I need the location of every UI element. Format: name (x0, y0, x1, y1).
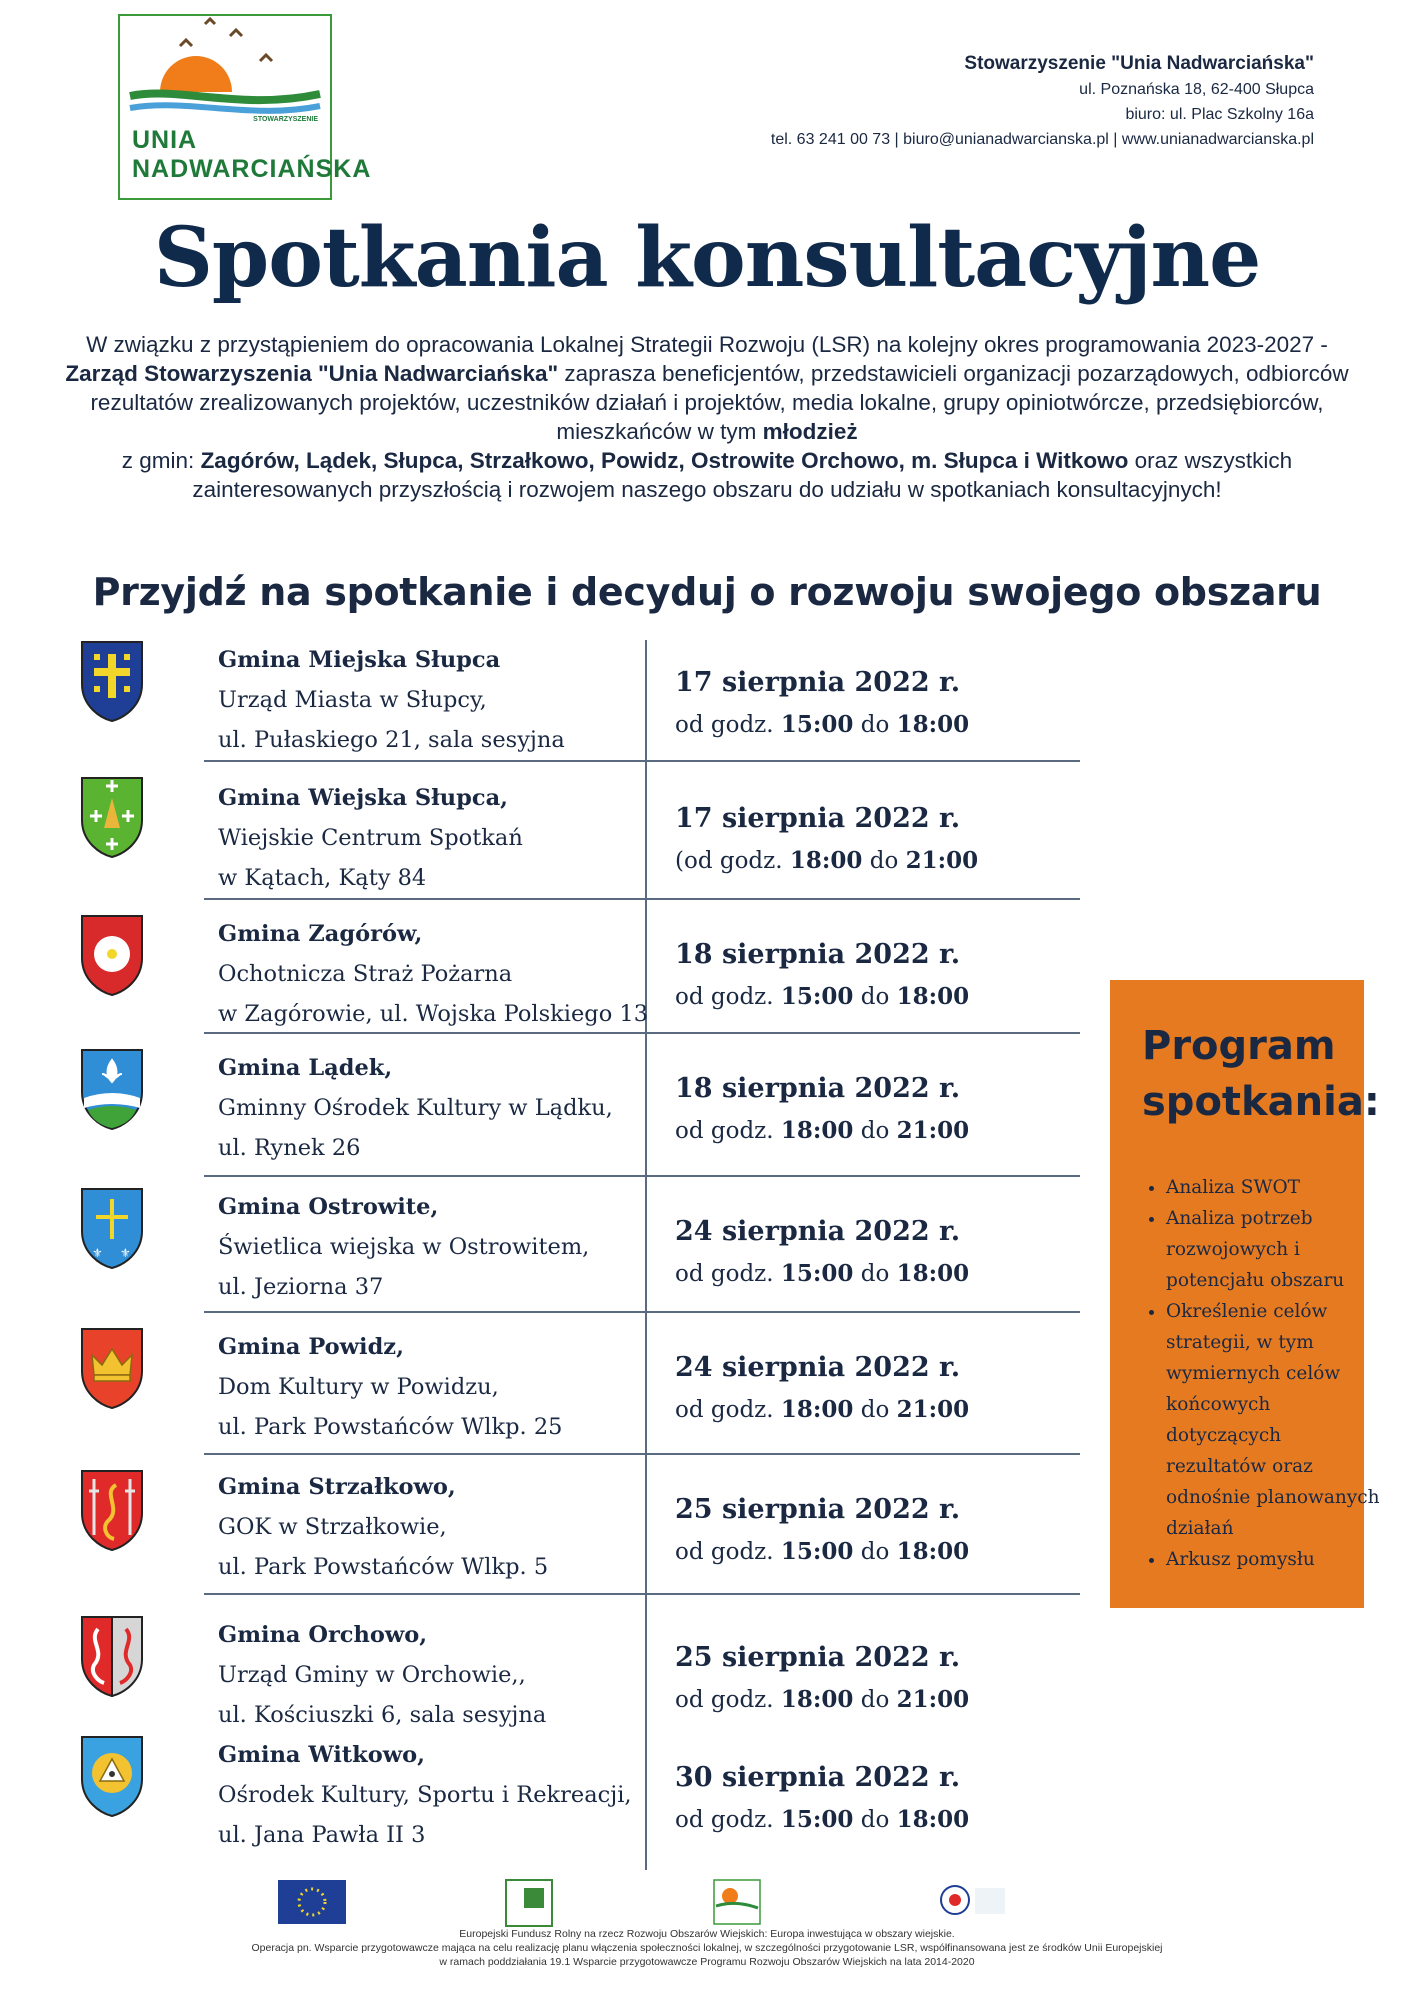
intro-bold-2: młodzież (762, 419, 858, 444)
association-logo (118, 14, 372, 200)
meeting-time (675, 1489, 969, 1573)
hours-from: 15:00 (780, 983, 854, 1010)
prow-logo-icon (941, 1886, 1005, 1914)
meeting-date: 30 sierpnia 2022 r. (675, 1762, 961, 1793)
hours-to-label: do (862, 848, 906, 874)
hours-to: 21:00 (896, 1396, 970, 1423)
meeting-location (218, 640, 565, 760)
hours-from: 15:00 (780, 1538, 854, 1565)
hours-from: 15:00 (780, 711, 854, 738)
gmina-name: Gmina Wiejska Słupca, (218, 785, 508, 811)
venue-address: ul. Park Powstańców Wlkp. 5 (218, 1554, 549, 1580)
logo-line-1: UNIA (132, 126, 198, 154)
intro-paragraph (60, 330, 1354, 504)
venue-address: ul. Park Powstańców Wlkp. 25 (218, 1414, 563, 1440)
hours-from: 18:00 (780, 1117, 854, 1144)
gmina-name: Gmina Lądek, (218, 1055, 393, 1081)
meeting-time (675, 798, 978, 882)
meeting-date: 17 sierpnia 2022 r. (675, 803, 961, 834)
meeting-hours (675, 1799, 969, 1841)
hours-prefix: (od godz. (675, 848, 790, 874)
gmina-name: Gmina Powidz, (218, 1334, 404, 1360)
intro-bold-3: Zagórów, Lądek, Słupca, Strzałkowo, Powidz, Ostrowite Orchowo, m. Słupca i Witkowo (200, 448, 1129, 473)
program-heading-line-2: spotkania: (1142, 1079, 1380, 1125)
venue-address: ul. Rynek 26 (218, 1135, 361, 1161)
footer-line-1: Europejski Fundusz Rolny na rzecz Rozwoju Obszarów Wiejskich: Europa inwestująca w obszary wiejskie. (459, 1928, 955, 1940)
hours-prefix: od godz. (675, 1539, 781, 1565)
footer-line-2: Operacja pn. Wsparcie przygotowawcze mająca na celu realizację planu włączenia społeczności lokalnej, w szczególności przygotowanie LSR, współfinansowana jest ze środków Unii Europejskiej (251, 1942, 1163, 1954)
program-heading-line-1: Program (1142, 1023, 1336, 1069)
svg-text:⚜: ⚜ (92, 1246, 103, 1260)
meeting-time (675, 934, 969, 1018)
hours-to: 18:00 (896, 711, 970, 738)
venue-address: ul. Pułaskiego 21, sala sesyjna (218, 727, 565, 753)
venue-address: ul. Jeziorna 37 (218, 1274, 384, 1300)
meeting-date: 25 sierpnia 2022 r. (675, 1642, 961, 1673)
meeting-hours (675, 976, 969, 1018)
meeting-date: 18 sierpnia 2022 r. (675, 1073, 961, 1104)
meeting-location (218, 1615, 546, 1735)
leader-logo-icon (506, 1880, 552, 1926)
meeting-row (70, 762, 1080, 900)
gmina-name: Gmina Orchowo, (218, 1622, 428, 1648)
footer-logos (0, 1878, 1414, 1928)
logo-small-label: STOWARZYSZENIE (253, 116, 318, 123)
meeting-hours (675, 1389, 969, 1431)
organization-info (771, 50, 1314, 152)
logo-text (132, 126, 371, 184)
venue-address: w Kątach, Kąty 84 (218, 865, 427, 891)
hours-to: 18:00 (896, 983, 970, 1010)
venue: Ośrodek Kultury, Sportu i Rekreacji, (218, 1782, 632, 1808)
gmina-name: Gmina Zagórów, (218, 921, 423, 947)
hours-from: 18:00 (789, 847, 863, 874)
venue-address: w Zagórowie, ul. Wojska Polskiego 13 (218, 1001, 649, 1027)
meeting-row (70, 1735, 1080, 1895)
hours-to-label: do (853, 1118, 897, 1144)
footer-line-3: w ramach poddziałania 19.1 Wsparcie przygotowawcze Programu Rozwoju Obszarów Wiejskich na lata 2014-2020 (439, 1956, 975, 1968)
intro-text-4: oraz wszystkich zainteresowanych przyszłością i rozwojem naszego obszaru do udziału w spotkaniach konsultacyjnych! (192, 448, 1293, 502)
meeting-hours (675, 1679, 969, 1721)
gmina-name: Gmina Ostrowite, (218, 1194, 439, 1220)
meeting-row (70, 1595, 1080, 1735)
meeting-hours (675, 1110, 969, 1152)
hours-prefix: od godz. (675, 712, 781, 738)
meeting-row (70, 1177, 1080, 1313)
hours-prefix: od godz. (675, 1687, 781, 1713)
venue-address: ul. Kościuszki 6, sala sesyjna (218, 1702, 547, 1728)
meetings-table (70, 640, 1080, 1895)
meeting-location (218, 1735, 632, 1855)
venue: Ochotnicza Straż Pożarna (218, 961, 513, 987)
program-item: • Analiza SWOT (1166, 1172, 1382, 1203)
venue: Gminny Ośrodek Kultury w Lądku, (218, 1095, 613, 1121)
venue: Świetlica wiejska w Ostrowitem, (218, 1234, 590, 1260)
hours-to: 18:00 (896, 1538, 970, 1565)
hours-to-label: do (853, 1687, 897, 1713)
coat-of-arms-ladek-icon (80, 1048, 144, 1130)
hours-prefix: od godz. (675, 1397, 781, 1423)
intro-text-2: zaprasza beneficjentów, przedstawicieli organizacji pozarządowych, odbiorców rezultatów zrealizowanych projektów, uczestników działań i projektów, media lokalne, grupy opiniotwórcze, przedsiębiorców, mieszkańców w tym (90, 361, 1349, 444)
meeting-hours (675, 1253, 969, 1295)
gmina-name: Gmina Miejska Słupca (218, 647, 501, 673)
hours-prefix: od godz. (675, 1118, 781, 1144)
venue: Urząd Gminy w Orchowie,, (218, 1662, 526, 1688)
hours-to-label: do (853, 1807, 897, 1833)
intro-text-1: W związku z przystąpieniem do opracowania Lokalnej Strategii Rozwoju (LSR) na kolejny okres programowania 2023-2027 - (86, 332, 1328, 357)
hours-to-label: do (853, 1397, 897, 1423)
meeting-hours (675, 840, 978, 882)
hours-to-label: do (853, 1539, 897, 1565)
venue: Urząd Miasta w Słupcy, (218, 687, 487, 713)
meeting-location (218, 914, 648, 1034)
meeting-date: 17 sierpnia 2022 r. (675, 667, 961, 698)
hours-to: 21:00 (896, 1686, 970, 1713)
logo-line-2: NADWARCIAŃSKA (132, 155, 372, 183)
coat-of-arms-ostrowite-icon (80, 1187, 144, 1269)
gmina-name: Gmina Witkowo, (218, 1742, 425, 1768)
org-office: biuro: ul. Plac Szkolny 16a (1125, 106, 1314, 123)
program-item: • Analiza potrzeb rozwojowych i potencjału obszaru (1166, 1203, 1382, 1296)
meeting-date: 24 sierpnia 2022 r. (675, 1216, 961, 1247)
page-title: Spotkania konsultacyjne (153, 210, 1261, 306)
svg-text:⚜: ⚜ (120, 1246, 131, 1260)
meeting-time (675, 1757, 969, 1841)
program-list (1142, 1172, 1382, 1575)
coat-of-arms-slupca-city-icon (80, 640, 144, 722)
org-address: ul. Poznańska 18, 62-400 Słupca (1079, 81, 1314, 98)
hours-to: 21:00 (905, 847, 979, 874)
meeting-row (70, 1034, 1080, 1177)
meeting-date: 18 sierpnia 2022 r. (675, 939, 961, 970)
meeting-row (70, 900, 1080, 1034)
gmina-name: Gmina Strzałkowo, (218, 1474, 456, 1500)
hours-from: 18:00 (780, 1396, 854, 1423)
meeting-date: 25 sierpnia 2022 r. (675, 1494, 961, 1525)
unia-logo-small-icon (714, 1880, 760, 1924)
eu-flag-icon (278, 1880, 346, 1924)
funding-logos (0, 1878, 1414, 1928)
meeting-time (675, 1211, 969, 1295)
section-heading: Przyjdź na spotkanie i decyduj o rozwoju swojego obszaru (92, 570, 1322, 614)
meeting-row (70, 1455, 1080, 1595)
program-item: • Arkusz pomysłu (1166, 1544, 1382, 1575)
coat-of-arms-strzalkowo-icon (80, 1469, 144, 1551)
hours-to-label: do (853, 712, 897, 738)
venue-address: ul. Jana Pawła II 3 (218, 1822, 426, 1848)
meeting-location (218, 1187, 589, 1307)
logo-graphic-icon (120, 16, 330, 126)
intro-text-3: z gmin: (121, 448, 201, 473)
program-heading (1142, 1018, 1380, 1130)
footer-text (0, 1927, 1414, 1969)
program-item: • Określenie celów strategii, w tym wymiernych celów końcowych dotyczących rezultatów oraz odnośnie planowanych działań (1166, 1296, 1382, 1544)
meeting-location (218, 1327, 562, 1447)
meeting-row (70, 640, 1080, 762)
hours-prefix: od godz. (675, 984, 781, 1010)
venue: Wiejskie Centrum Spotkań (218, 825, 523, 851)
meeting-hours (675, 704, 969, 746)
meeting-time (675, 662, 969, 746)
hours-from: 15:00 (780, 1260, 854, 1287)
meeting-time (675, 1347, 969, 1431)
meeting-location (218, 1048, 613, 1168)
intro-bold-1: Zarząd Stowarzyszenia "Unia Nadwarciańska" (65, 361, 559, 386)
coat-of-arms-slupca-rural-icon (80, 776, 144, 858)
hours-from: 18:00 (780, 1686, 854, 1713)
program-box (1110, 980, 1380, 1608)
meeting-row (70, 1313, 1080, 1455)
org-contact: tel. 63 241 00 73 | biuro@unianadwarcianska.pl | www.unianadwarcianska.pl (770, 131, 1314, 148)
venue: Dom Kultury w Powidzu, (218, 1374, 499, 1400)
hours-to: 18:00 (896, 1260, 970, 1287)
hours-to-label: do (853, 984, 897, 1010)
org-name: Stowarzyszenie "Unia Nadwarciańska" (964, 53, 1314, 74)
hours-to: 18:00 (896, 1806, 970, 1833)
meeting-location (218, 778, 523, 898)
hours-from: 15:00 (780, 1806, 854, 1833)
venue: GOK w Strzałkowie, (218, 1514, 447, 1540)
coat-of-arms-witkowo-icon (80, 1735, 144, 1817)
hours-to: 21:00 (896, 1117, 970, 1144)
hours-to-label: do (853, 1261, 897, 1287)
meeting-location (218, 1467, 548, 1587)
hours-prefix: od godz. (675, 1261, 781, 1287)
coat-of-arms-powidz-icon (80, 1327, 144, 1409)
meeting-time (675, 1068, 969, 1152)
meeting-hours (675, 1531, 969, 1573)
coat-of-arms-orchowo-icon (80, 1615, 144, 1697)
meeting-date: 24 sierpnia 2022 r. (675, 1352, 961, 1383)
hours-prefix: od godz. (675, 1807, 781, 1833)
coat-of-arms-zagorow-icon (80, 914, 144, 996)
meeting-time (675, 1637, 969, 1721)
